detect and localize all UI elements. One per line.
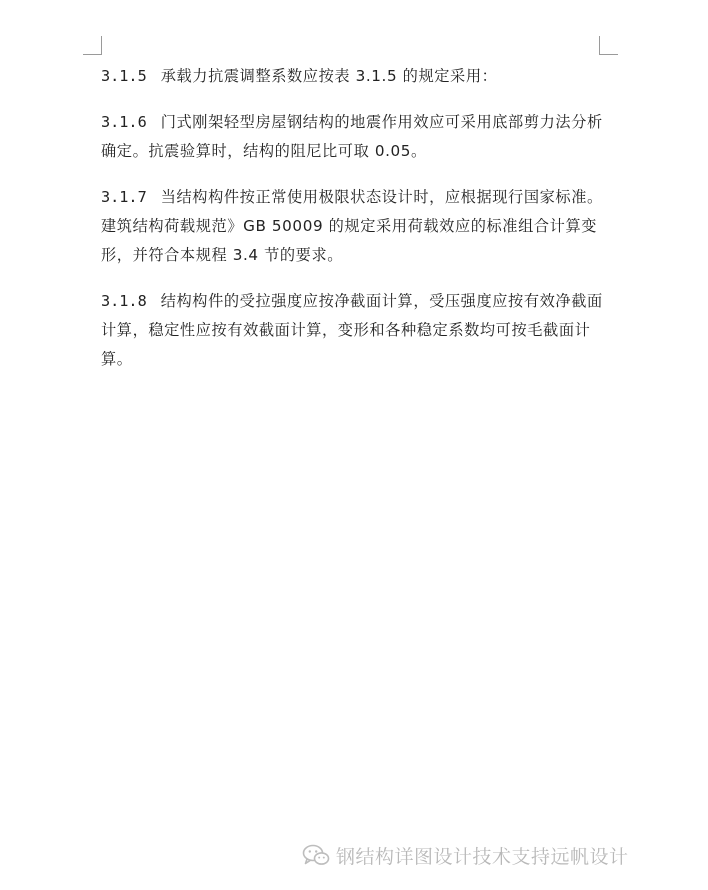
clause-3-1-5 <box>101 62 611 91</box>
clause-3-1-8 <box>101 287 611 374</box>
clause-text: 当结构构件按正常使用极限状态设计时，应根据现行国家标准。建筑结构荷载规范》GB 50009 的规定采用荷载效应的标准组合计算变形，并符合本规程 3.4 节的要求。 <box>101 188 603 264</box>
page-corner-mark-right <box>599 36 618 55</box>
clause-number: 3.1.8 <box>101 292 147 310</box>
watermark-text: 钢结构详图设计技术支持远帆设计 <box>336 845 629 868</box>
clause-3-1-7 <box>101 183 611 270</box>
clause-number: 3.1.5 <box>101 67 147 85</box>
clause-text: 结构构件的受拉强度应按净截面计算，受压强度应按有效净截面计算，稳定性应按有效截面计算，变形和各种稳定系数均可按毛截面计算。 <box>101 292 603 368</box>
clause-text: 门式刚架轻型房屋钢结构的地震作用效应可采用底部剪力法分析确定。抗震验算时，结构的阻尼比可取 0.05。 <box>101 113 603 160</box>
clause-3-1-6 <box>101 108 611 166</box>
clause-number: 3.1.7 <box>101 188 147 206</box>
clause-text: 承载力抗震调整系数应按表 3.1.5 的规定采用： <box>160 67 498 85</box>
document-body <box>101 62 611 391</box>
wechat-icon <box>302 843 330 867</box>
page-corner-mark-left <box>83 36 102 55</box>
watermark <box>302 838 629 872</box>
clause-number: 3.1.6 <box>101 113 147 131</box>
